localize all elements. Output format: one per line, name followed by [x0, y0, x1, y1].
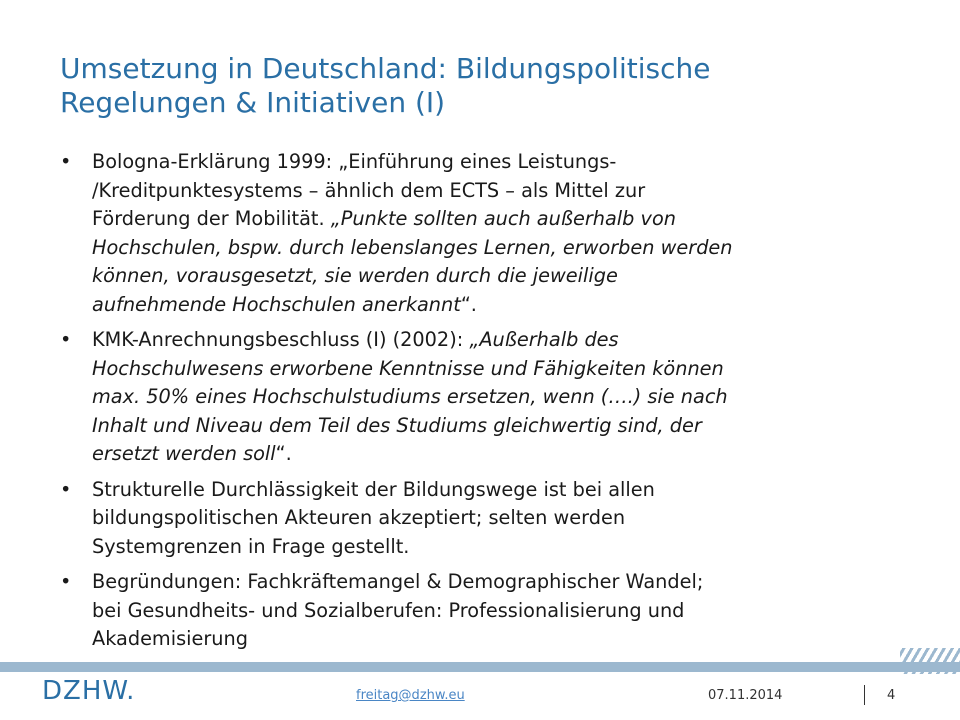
body-text: “.: [275, 442, 292, 465]
bullet-item: [60, 326, 930, 469]
bullet-dot-icon: •: [60, 150, 72, 173]
bullet-item: [60, 148, 930, 319]
bullet-item: [60, 476, 930, 562]
quote-text: Hochschulen, bspw. durch lebenslanges Lernen, erworben werden: [92, 235, 733, 259]
bullet-text-line: [92, 504, 930, 533]
body-text: bei Gesundheits- und Sozialberufen: Professionalisierung und: [92, 598, 685, 622]
bullet-text-line: [92, 625, 930, 654]
body-text: Förderung der Mobilität.: [92, 207, 331, 230]
quote-text: max. 50% eines Hochschulstudiums ersetzen, wenn (….) sie nach: [92, 385, 728, 408]
slide-title: [60, 52, 920, 120]
body-text: Systemgrenzen in Frage gestellt.: [92, 534, 410, 558]
bullet-text-line: [92, 533, 930, 562]
dzhw-logo: DZHW.: [42, 676, 136, 706]
body-text: Strukturelle Durchlässigkeit der Bildungswege ist bei allen: [92, 477, 655, 501]
bullet-dot-icon: •: [60, 570, 72, 593]
quote-text: Inhalt und Niveau dem Teil des Studiums gleichwertig sind, der: [92, 413, 702, 437]
body-text: KMK-Anrechnungsbeschluss (I) (2002):: [92, 328, 470, 351]
body-text: bildungspolitischen Akteuren akzeptiert; selten werden: [92, 506, 626, 529]
footer-date: 07.11.2014: [708, 688, 783, 703]
bullet-text-line: [92, 355, 930, 384]
bullet-dot-icon: •: [60, 477, 72, 501]
quote-text: Hochschulwesens erworbene Kenntnisse und Fähigkeiten können: [92, 356, 724, 380]
bullet-list: [60, 148, 930, 661]
bullet-text-line: [92, 383, 930, 412]
bullet-text-line: [92, 568, 930, 597]
quote-text: „Außerhalb des: [469, 328, 619, 351]
footer-separator: [864, 685, 865, 705]
body-text: Bologna-Erklärung 1999: „Einführung eines Leistungs-: [92, 150, 617, 173]
bullet-dot-icon: •: [60, 328, 72, 351]
email-link[interactable]: freitag@dzhw.eu: [356, 688, 465, 703]
bullet-text-line: [92, 597, 930, 626]
quote-text: aufnehmende Hochschulen anerkannt: [92, 292, 461, 316]
bullet-text-line: [92, 412, 930, 441]
footer-bar: [0, 662, 960, 672]
body-text: Akademisierung: [92, 627, 248, 650]
quote-text: „Punkte sollten auch außerhalb von: [330, 207, 676, 230]
body-text: Begründungen: Fachkräftemangel & Demographischer Wandel;: [92, 570, 704, 593]
slide-title-line-2: Regelungen & Initiativen (I): [60, 86, 446, 119]
quote-text: können, vorausgesetzt, sie werden durch die jeweilige: [92, 264, 618, 287]
quote-text: ersetzt werden soll: [92, 442, 276, 465]
bullet-text-line: [92, 476, 930, 505]
bullet-item: [60, 568, 930, 654]
bullet-text-line: [92, 291, 930, 320]
bullet-text-line: [92, 205, 930, 234]
slide-title-line-1: Umsetzung in Deutschland: Bildungspolitische: [60, 52, 711, 85]
bullet-text-line: [92, 262, 930, 291]
footer-stripes-decoration: [900, 648, 960, 674]
bullet-text-line: [92, 234, 930, 263]
bullet-text-line: [92, 148, 930, 177]
page-number: 4: [887, 688, 896, 703]
body-text: /Kreditpunktesystems – ähnlich dem ECTS – als Mittel zur: [92, 178, 646, 202]
bullet-text-line: [92, 440, 930, 469]
body-text: “.: [460, 292, 477, 316]
bullet-text-line: [92, 326, 930, 355]
bullet-text-line: [92, 177, 930, 206]
